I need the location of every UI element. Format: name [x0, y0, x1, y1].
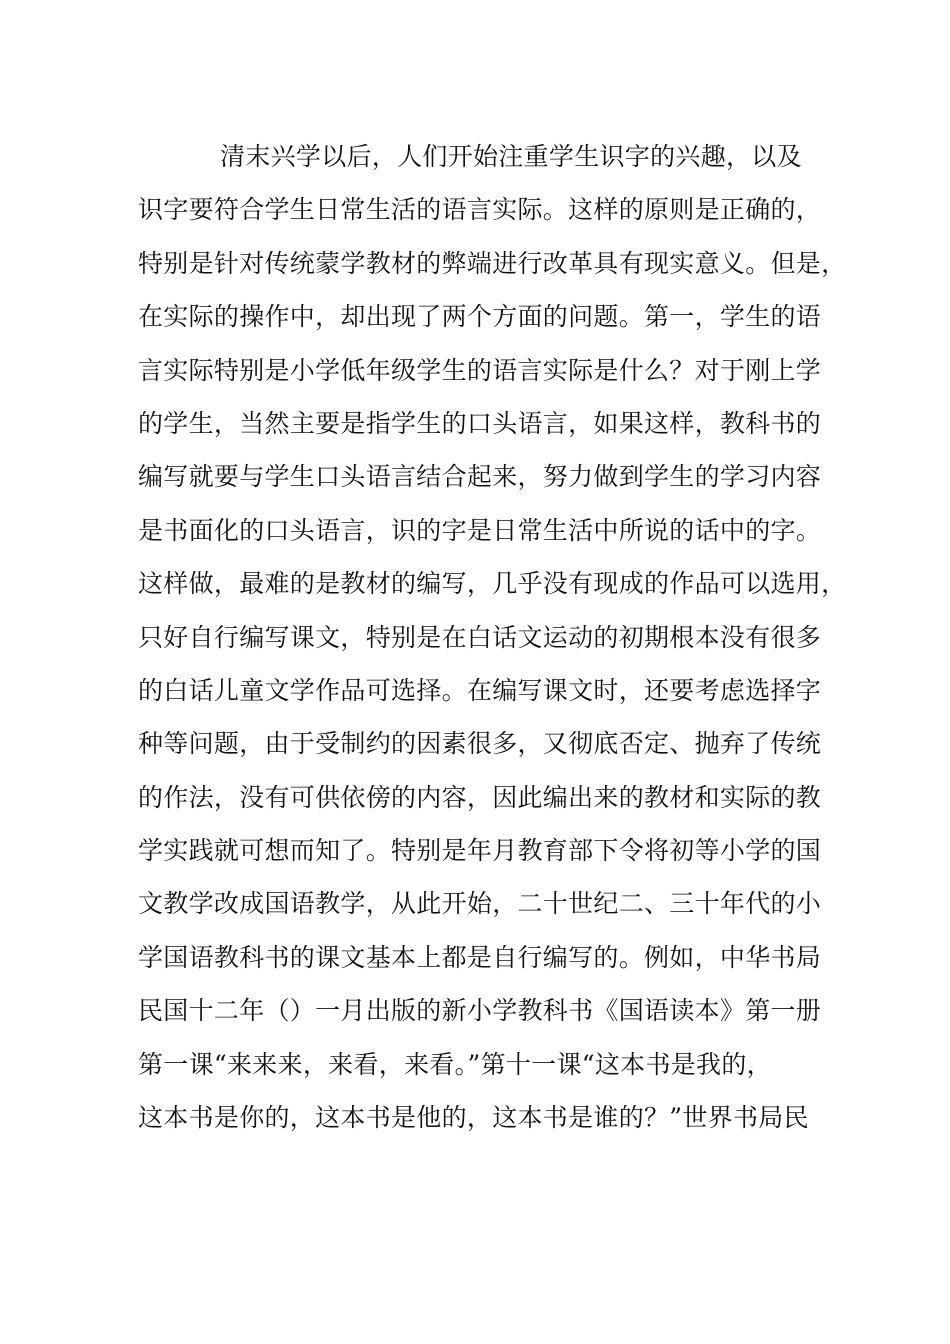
text-line: 种等问题，由于受制约的因素很多，又彻底否定、抛弃了传统	[138, 729, 822, 759]
text-line: 特别是针对传统蒙学教材的弊端进行改革具有现实意义。但是，	[138, 248, 847, 278]
text-line: 的学生，当然主要是指学生的口头语言，如果这样，教科书的	[138, 408, 822, 438]
text-line: 第一课“来来来，来看，来看。”第十一课“这本书是我的，	[138, 1049, 772, 1079]
text-line: 言实际特别是小学低年级学生的语言实际是什么？对于刚上学	[138, 355, 822, 385]
body-paragraph	[138, 130, 847, 1144]
text-line: 文教学改成国语教学，从此开始，二十世纪二、三十年代的小	[138, 889, 822, 919]
text-line: 识字要符合学生日常生活的语言实际。这样的原则是正确的，	[138, 195, 822, 225]
text-line: 是书面化的口头语言，识的字是日常生活中所说的话中的字。	[138, 515, 822, 545]
text-line: 在实际的操作中，却出现了两个方面的问题。第一，学生的语	[138, 302, 822, 332]
text-line: 编写就要与学生口头语言结合起来，努力做到学生的学习内容	[138, 462, 822, 492]
text-line: 这本书是你的，这本书是他的，这本书是谁的？”世界书局民	[138, 1103, 809, 1133]
text-line: 民国十二年（）一月出版的新小学教科书《国语读本》第一册	[138, 996, 822, 1026]
text-line: 的白话儿童文学作品可选择。在编写课文时，还要考虑选择字	[138, 675, 822, 705]
text-line: 只好自行编写课文，特别是在白话文运动的初期根本没有很多	[138, 622, 822, 652]
text-line: 这样做，最难的是教材的编写，几乎没有现成的作品可以选用，	[138, 569, 847, 599]
text-line: 清末兴学以后，人们开始注重学生识字的兴趣，以及	[220, 142, 802, 171]
text-line: 学国语教科书的课文基本上都是自行编写的。例如，中华书局	[138, 942, 822, 972]
text-line: 学实践就可想而知了。特别是年月教育部下令将初等小学的国	[138, 836, 822, 866]
text-line: 的作法，没有可供依傍的内容，因此编出来的教材和实际的教	[138, 782, 822, 812]
